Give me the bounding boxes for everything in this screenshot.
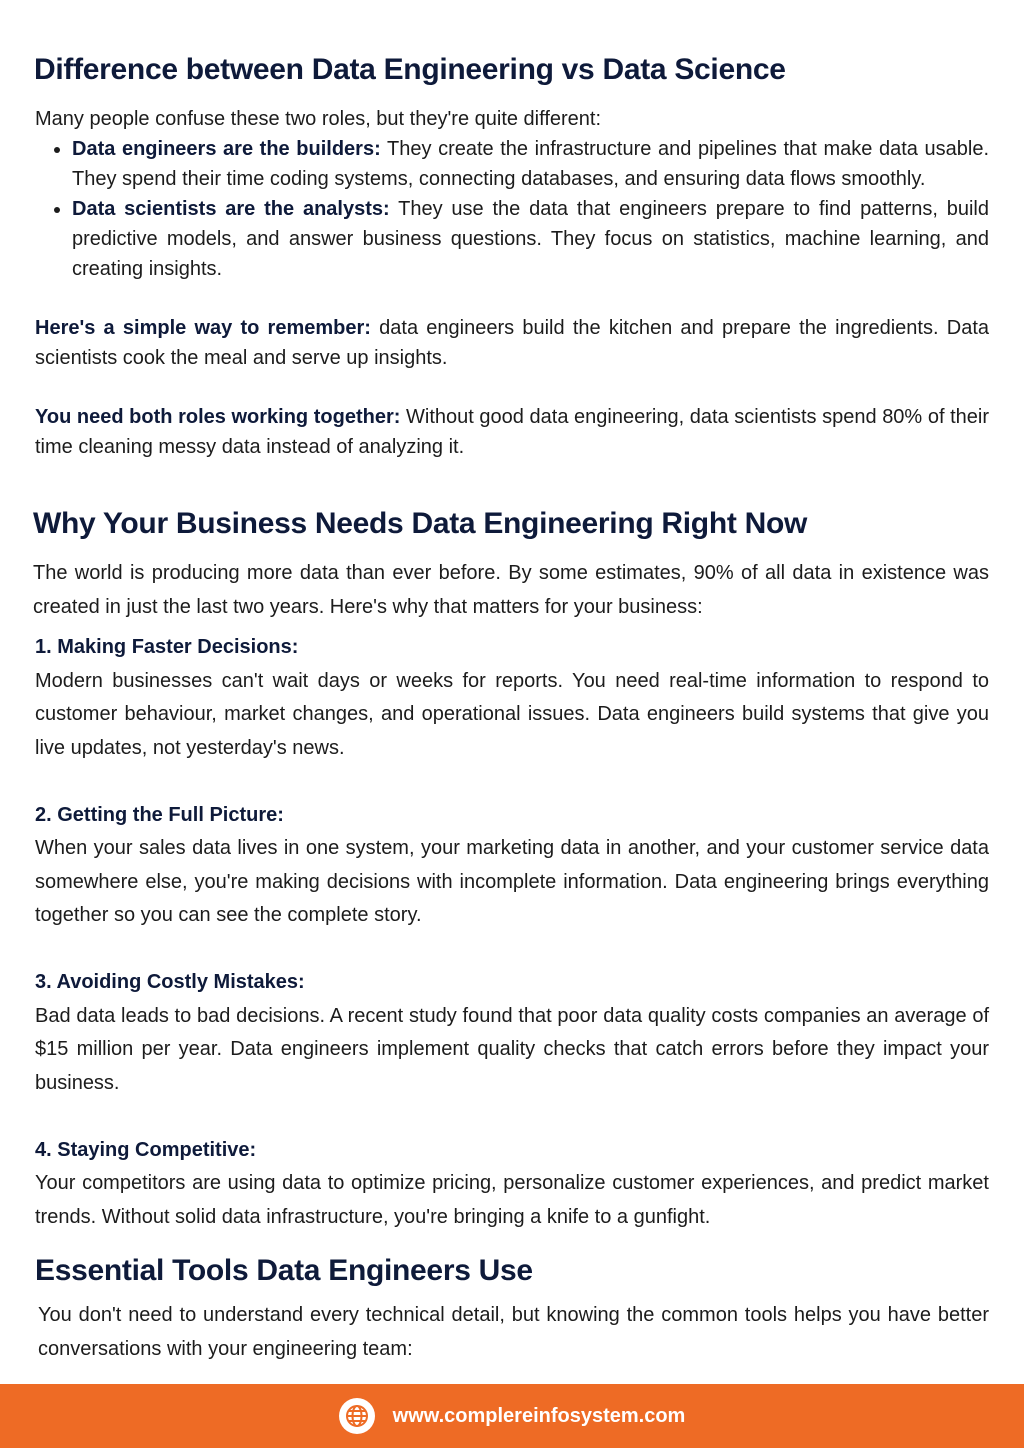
reason-item [35,1134,989,1235]
website-link[interactable]: www.complereinfosystem.com [392,1404,686,1427]
both-bold: You need both roles working together: [35,406,401,428]
bullet-text: They create the infrastructure and pipelines that make data usable. They spend their time coding systems, connecting databases, and ensuring data flows smoothly. [72,138,990,190]
list-item [72,134,989,194]
both-text: Without good data engineering, data scientists spend 80% of their time cleaning messy data instead of analyzing it. [35,406,990,458]
list-item [72,194,989,284]
reason-item [35,966,989,1100]
section-why-body [33,557,989,624]
both-paragraph [35,402,989,462]
section-tools-body [38,1299,989,1366]
remember-text: data engineers build the kitchen and prepare the ingredients. Data scientists cook the meal and serve up insights. [35,317,989,369]
reason-text: Your competitors are using data to optimize pricing, personalize customer experiences, and predict market trends. Without solid data infrastructure, you're bringing a knife to a gunfight. [35,1172,989,1228]
section-difference-body [35,104,989,462]
bullet-bold: Data scientists are the analysts: [72,198,390,220]
heading-essential-tools: Essential Tools Data Engineers Use [35,1254,533,1287]
bullet-bold: Data engineers are the builders: [72,138,381,160]
remember-paragraph [35,313,989,373]
reason-item [35,799,989,933]
globe-icon [339,1398,375,1434]
reason-title: 2. Getting the Full Picture: [35,803,284,826]
bullet-text: They use the data that engineers prepare to find patterns, build predictive models, and answer business questions. They focus on statistics, machine learning, and creating insights. [72,198,989,280]
reasons-list [35,631,989,1234]
reason-title: 3. Avoiding Costly Mistakes: [35,971,305,993]
reason-title: 4. Staying Competitive: [35,1138,257,1161]
footer-bar [0,1384,1024,1448]
roles-list [35,134,989,284]
tools-intro: You don't need to understand every technical detail, but knowing the common tools helps you have better conversations with your engineering team: [38,1304,989,1360]
reason-title: 1. Making Faster Decisions: [35,636,299,658]
why-intro: The world is producing more data than ever before. By some estimates, 90% of all data in existence was created in just the last two years. Here's why that matters for your business: [33,562,989,618]
reason-text: Bad data leads to bad decisions. A recent study found that poor data quality costs companies an average of $15 million per year. Data engineers implement quality checks that catch errors before they impact your business. [35,1004,989,1094]
reason-text: Modern businesses can't wait days or weeks for reports. You need real-time information to respond to customer behaviour, market changes, and operational issues. Data engineers build systems that give you live updates, not yesterday's news. [35,669,989,759]
heading-difference: Difference between Data Engineering vs Data Science [34,53,786,86]
intro-text: Many people confuse these two roles, but they're quite different: [35,108,602,130]
reason-item [35,631,989,765]
heading-why-business: Why Your Business Needs Data Engineering Right Now [33,507,808,540]
remember-bold: Here's a simple way to remember: [35,317,371,339]
reason-text: When your sales data lives in one system, your marketing data in another, and your customer service data somewhere else, you're making decisions with incomplete information. Data engineering brings everything together so you can see the complete story. [35,837,989,926]
